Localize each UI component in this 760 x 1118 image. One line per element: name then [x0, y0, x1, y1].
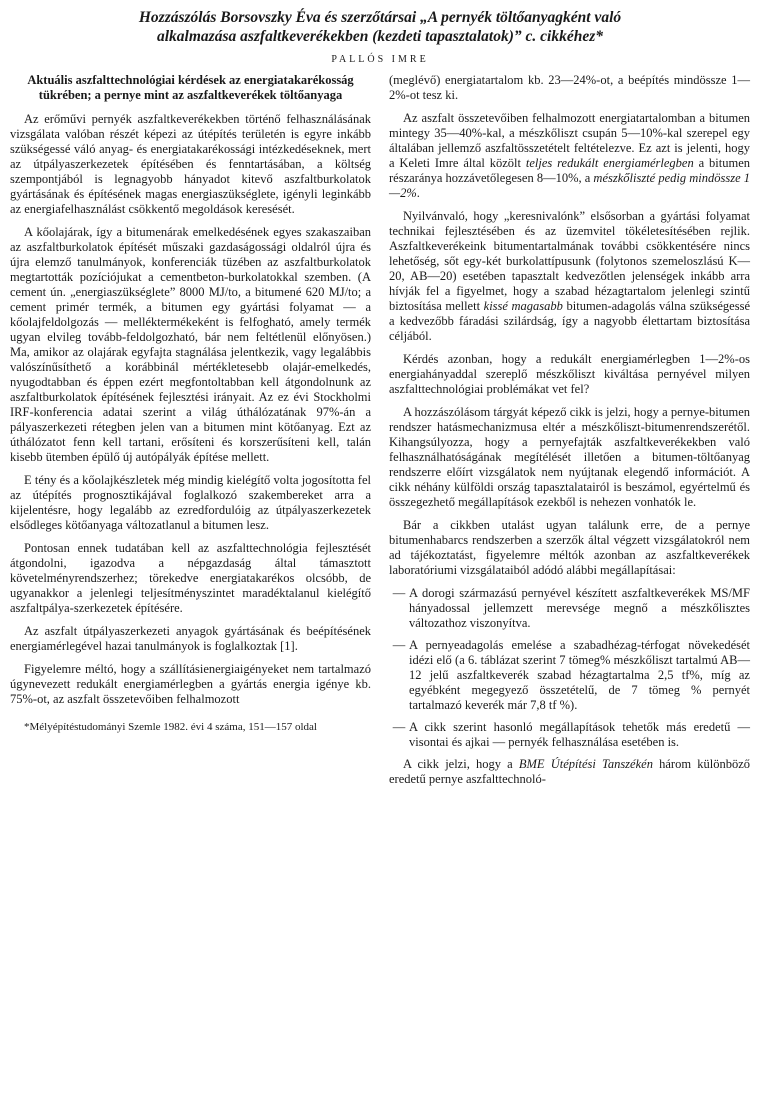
title-line-2: alkalmazása aszfaltkeverékekben (kezdeti tapasztalatok)” c. cikkéhez* — [157, 28, 603, 45]
text-run: A cikk jelzi, hogy a — [403, 757, 519, 771]
paragraph: A kőolajárak, így a bitumenárak emelkedésének egyes szakaszaiban az aszfaltburkolatok építését műszaki gazdaságossági oldalról újra és újra elemző tanulmányok, konferenciák tüzében az aszfaltburkolatok megtartották pozíciójukat a cementbeton-burkolatokkal szemben. (A cement ún. „energiaszükséglete” 8000 MJ/to, a bitumené 620 MJ/to; a cement primér termék, a bitumen egy gyártási folyamat — a kőolajfeldolgozás — melléktermékeként is felfogható, amely termék ugyan elvileg tovább-feldolgozható, bár nem feltétlenül előnyösen.) Ma, amikor az olajárak egyfajta stagnálása jelentkezik, vagy legalábbis valószínűsíthető a korábbinál mértékletesebb olajár-emelkedés, nyugodtabban és éppen ezért megfontoltabban kell átgondolnunk az aszfaltburkolatok építésének fejlesztési irányait. Az ez évi Stockholmi IRF-konferencia adatai szerint a világ úthálózatának 97%-án a pályaszerkezeti rétegben jelen van a bitumen mint kötőanyag. Ezt az úthálózatot fenn kell tartani, erősíteni és korszerűsíteni kell, talán kisebb ütemben épülő új autópályák építése mellett. — [10, 225, 371, 464]
footnote: *Mélyépítéstudományi Szemle 1982. évi 4 száma, 151—157 oldal — [24, 721, 317, 733]
italic-run: mészkőliszté pedig mindössze 1—2% — [389, 171, 751, 200]
paragraph: A hozzászólásom tárgyát képező cikk is jelzi, hogy a pernye-bitumen rendszer hatásmechanizmusa eltér a mészkőliszt-bitumenrendszerétől. Kihangsúlyozza, hogy a pernyefajták aszfaltkeverékekben való felhasználhatóságának megítélését illetően a bitumen-töltőanyag rendszerre előírt vizsgálatok nem nyújtanak elegendő információt. A cikk néhány külföldi ország tapasztalatairól is beszámol, egyértelmű és összegezhető megállapítások ezekből is nehezen vonhatók le. — [389, 405, 750, 509]
paragraph: Az aszfalt útpályaszerkezeti anyagok gyártásának és beépítésének energiamérlegével hazai tanulmányok is foglalkoztak [1]. — [10, 624, 371, 653]
paragraph — [389, 757, 750, 787]
paragraph: Bár a cikkben utalást ugyan találunk erre, de a pernye bitumenhabarcs rendszerben a szerzők által végzett vizsgálatokról nem ad tájékoztatást, figyelemre méltók azonban az aszfaltkeverékek laboratóriumi vizsgálataiból adódó alábbi megállapításai: — [389, 518, 750, 577]
paragraph: Figyelemre méltó, hogy a szállításienergiaigényeket nem tartalmazó úgynevezett redukált energiamérlegben a gyártás energia igénye kb. 75%-ot, az aszfalt összetevőiben felhalmozott — [10, 662, 371, 706]
dash-bullet: — — [392, 586, 406, 600]
paragraph — [389, 111, 750, 201]
article-columns — [10, 73, 750, 795]
italic-run: BME Útépítési Tanszékén — [518, 757, 653, 771]
list-item-text: A pernyeadagolás emelése a szabadhézag-térfogat növekedését idézi elő (a 6. táblázat szerint 7 tömeg% mészkőliszt tartalmú AB—12 jelű aszfaltkeverék szabad hézagtartalma 2,5 tf%, míg az egyébként megegyező összetételű, de 7 tömeg % pernyét tartalmazó keverék már 7,8 tf %). — [409, 638, 750, 712]
italic-run: kissé magasabb — [483, 299, 563, 313]
list-item-text: A dorogi származású pernyével készített aszfaltkeverékek MS/MF hányadossal jellemzett merevsége megnő a mészkőlisztes változathoz viszonyítva. — [409, 586, 750, 630]
paragraph — [389, 209, 750, 344]
article-title — [10, 8, 750, 46]
author-byline: PALLÓS IMRE — [331, 54, 429, 65]
paragraph: Kérdés azonban, hogy a redukált energiamérlegben 1—2%-os energiahányaddal szereplő mészkőliszt kiváltása pernyével milyen aszfalttechnológiai problémákat vet fel? — [389, 352, 750, 396]
italic-run: teljes redukált energiamérlegben — [525, 156, 694, 170]
text-run: bitumen-adagolás válna szükségessé a kedvezőbb fáradási szilárdság, így a nagyobb élettartam biztosítása céljából. — [389, 299, 750, 343]
list-item — [389, 720, 750, 750]
right-column — [389, 73, 750, 795]
title-line-1: Hozzászólás Borsovszky Éva és szerzőtársai „A pernyék töltőanyagként való — [138, 9, 622, 26]
dash-bullet: — — [392, 638, 406, 652]
paragraph: Pontosan ennek tudatában kell az aszfalttechnológia fejlesztését átgondolni, igazodva a népgazdaság által támasztott követelményrendszerhez; törekedve energiatakarékos olcsóbb, de ugyanakkor a jelenlegi teljesítményszintet maradéktalanul kielégítő aszfaltpálya-szerkezetek építésére. — [10, 541, 371, 615]
paragraph: E tény és a kőolajkészletek még mindig kielégítő volta jogosította fel az útépítés prognosztikájával foglalkozó szakembereket arra a kijelentésre, hogy legalább az ezredfordulóig az útpályaszerkezetek elsődleges kötőanyaga változatlanul a bitumen lesz. — [10, 473, 371, 532]
dash-bullet: — — [392, 720, 406, 734]
text-run: a bitumen részaránya hozzávetőlegesen 8—10%, a — [389, 156, 750, 185]
text-run: . — [416, 186, 420, 200]
paragraph: (meglévő) energiatartalom kb. 23—24%-ot, a beépítés mindössze 1—2%-ot tesz ki. — [389, 73, 750, 102]
text-run: három különböző eredetű pernye aszfalttechnoló- — [389, 757, 750, 786]
text-run: Nyilvánvaló, hogy „keresnivalónk” elsősorban a gyártási folyamat technikai fejlesztésében és az üzemvitel tökéletesítésében rejlik. Aszfaltkeverékeink bitumentartalmának további csökkentésére nincs lehetőség, sőt egy-két burkolattípusunk (folytonos szemeloszlású K—20, AB—20) esetében tapasztalt kedvezőtlen jelenségek inkább arra hívják fel a figyelmet, hogy a szabad hézagtartalom jelenlegi szintű biztosítása mellett — [389, 209, 750, 313]
left-column — [10, 73, 371, 734]
list-item — [389, 586, 750, 631]
list-item — [389, 638, 750, 713]
list-item-text: A cikk szerint hasonló megállapítások tehetők más eredetű — visontai és ajkai — pernyék felhasználása esetében is. — [409, 720, 750, 749]
paragraph: Az erőművi pernyék aszfaltkeverékekben történő felhasználásának vizsgálata valóban részét képezi az útépítés területén is egyre inkább szükségessé váló anyag- és energiatakarékossági intézkedéseknek, mert az útpályaszerkezetek építésében és fenntartásában, a költség szempontjából is legnagyobb hányadot kitevő aszfaltburkolatok gyártásának és építésének magas energiaszükséglete, igényli leginkább az energiafelhasználást csökkentő megoldások keresését. — [10, 112, 371, 216]
section-heading: Aktuális aszfalttechnológiai kérdések az energiatakarékosság tükrében; a pernye mint az aszfaltkeverékek töltőanyaga — [27, 73, 354, 102]
text-run: Az aszfalt összetevőiben felhalmozott energiatartalomban a bitumen mintegy 35—40%-kal, a mészkőliszt csupán 5—10%-kal szerepel egy általában jellemző aszfaltösszetételt feltételezve. Ez azt is jelenti, hogy a Keleti Imre által közölt — [389, 111, 750, 170]
